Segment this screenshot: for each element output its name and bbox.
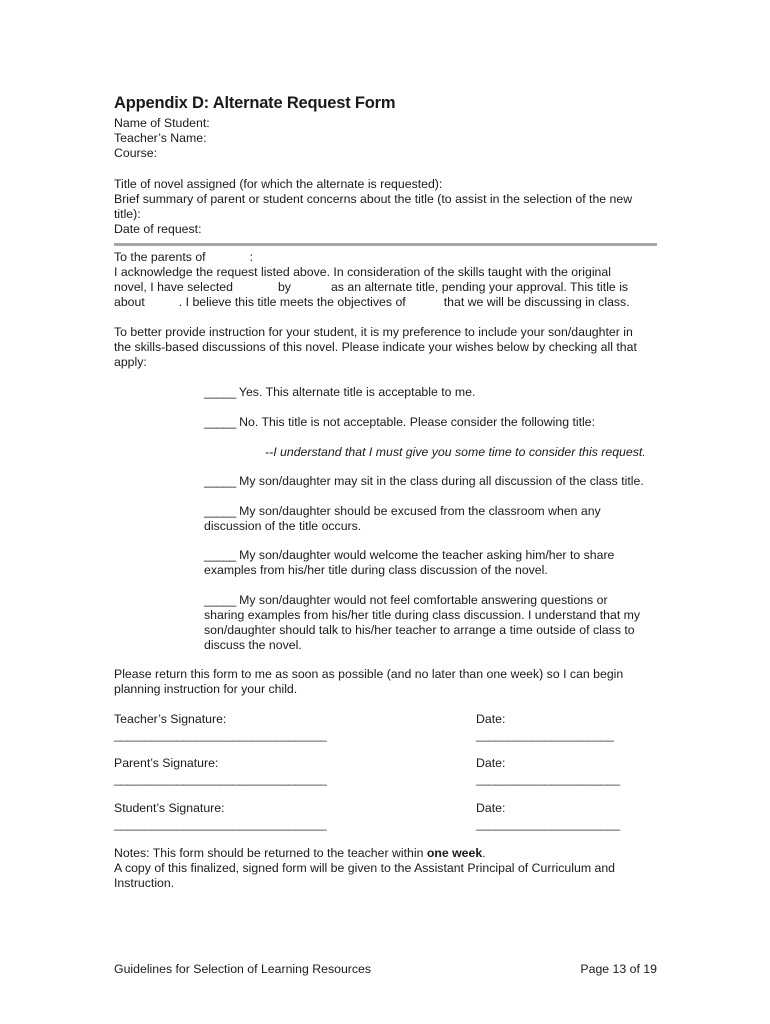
- option-no-text: No. This title is not acceptable. Please consider the following title:: [235, 415, 596, 429]
- prefer-line1: To better provide instruction for your student, it is my preference to include your son/daughter in: [114, 325, 633, 339]
- ack-line3: [114, 295, 662, 310]
- notes-section: [114, 846, 662, 891]
- option-welcome-text: My son/daughter would welcome the teacher asking him/her to share: [235, 548, 615, 562]
- option-not-comfortable[interactable]: [204, 593, 664, 653]
- option-excused[interactable]: [204, 504, 664, 534]
- teacher-date-label: Date:: [476, 712, 506, 726]
- summary-label-line2: title):: [114, 207, 141, 221]
- ack-line2-c: as an alternate title, pending your approval. This title is: [330, 280, 629, 294]
- notes-line1-a: Notes: This form should be returned to the teacher within: [114, 846, 427, 860]
- novel-assigned-label: Title of novel assigned (for which the alternate is requested):: [114, 177, 443, 191]
- request-section: [114, 177, 662, 237]
- option-sit-text: My son/daughter may sit in the class during all discussion of the class title.: [235, 474, 644, 488]
- ack-line2-a: novel, I have selected: [114, 280, 233, 294]
- parent-signature-line[interactable]: __________________________________: [114, 772, 327, 786]
- option-not-comfortable-line2: sharing examples from his/her title during class discussion. I understand that my: [204, 608, 641, 622]
- preference-paragraph: [114, 325, 662, 370]
- footer-document-title: Guidelines for Selection of Learning Resources: [114, 962, 372, 976]
- student-date-line[interactable]: _______________________: [476, 817, 620, 831]
- return-note-line2: planning instruction for your child.: [114, 682, 298, 696]
- option-no[interactable]: [204, 415, 664, 430]
- return-note: [114, 667, 662, 697]
- notes-one-week: one week: [426, 846, 483, 860]
- parent-signature-label: Parent’s Signature:: [114, 756, 219, 770]
- prefer-line2: the skills-based discussions of this novel. Please indicate your wishes below by checking all that: [114, 340, 637, 354]
- parents-colon: :: [249, 250, 254, 264]
- student-signature-line[interactable]: __________________________________: [114, 817, 327, 831]
- option-not-comfortable-line4: discuss the novel.: [204, 638, 302, 652]
- checkbox-blank[interactable]: _____: [204, 415, 236, 429]
- return-note-line1: Please return this form to me as soon as possible (and no later than one week) so I can begin: [114, 667, 624, 681]
- checkbox-blank[interactable]: _____: [204, 504, 236, 518]
- course-label: Course:: [114, 146, 158, 160]
- option-yes-text: Yes. This alternate title is acceptable to me.: [235, 385, 476, 399]
- option-welcome[interactable]: [204, 548, 664, 578]
- teacher-signature-label: Teacher’s Signature:: [114, 712, 227, 726]
- checkbox-blank[interactable]: _____: [204, 385, 236, 399]
- parents-prefix: To the parents of: [114, 250, 206, 264]
- student-name-label: Name of Student:: [114, 116, 210, 130]
- notes-line2: A copy of this finalized, signed form will be given to the Assistant Principal of Curriculum and: [114, 861, 616, 875]
- section-divider: [114, 243, 657, 246]
- ack-line3-a: about: [114, 295, 145, 309]
- checkbox-blank[interactable]: _____: [204, 593, 236, 607]
- prefer-line3: apply:: [114, 355, 147, 369]
- student-info-section: [114, 116, 662, 161]
- ack-line3-b: . I believe this title meets the objectives of: [178, 295, 406, 309]
- ack-line1: I acknowledge the request listed above. In consideration of the skills taught with the original: [114, 265, 611, 279]
- checkbox-blank[interactable]: _____: [204, 474, 236, 488]
- page-title: Appendix D: Alternate Request Form: [114, 94, 396, 112]
- teacher-date-line[interactable]: ______________________: [476, 728, 614, 742]
- option-welcome-text-line2: examples from his/her title during class discussion of the novel.: [204, 563, 548, 577]
- option-no-note: --I understand that I must give you some time to consider this request.: [265, 445, 646, 459]
- ack-line2: [114, 280, 662, 295]
- option-excused-text-line2: discussion of the title occurs.: [204, 519, 362, 533]
- option-excused-text: My son/daughter should be excused from the classroom when any: [235, 504, 601, 518]
- parents-line: [114, 250, 662, 265]
- parent-date-label: Date:: [476, 756, 506, 770]
- option-not-comfortable-text: My son/daughter would not feel comfortable answering questions or: [235, 593, 608, 607]
- summary-label-line1: Brief summary of parent or student concerns about the title (to assist in the selection of the new: [114, 192, 633, 206]
- option-yes[interactable]: [204, 385, 664, 400]
- checkbox-blank[interactable]: _____: [204, 548, 236, 562]
- teacher-response-section: [114, 250, 662, 310]
- ack-line2-b: by: [277, 280, 291, 294]
- notes-line1-c: .: [482, 846, 486, 860]
- option-sit[interactable]: [204, 474, 664, 489]
- student-signature-label: Student’s Signature:: [114, 801, 225, 815]
- ack-line3-c: that we will be discussing in class.: [443, 295, 630, 309]
- parent-date-line[interactable]: _______________________: [476, 772, 620, 786]
- option-not-comfortable-line3: son/daughter should talk to his/her teacher to arrange a time outside of class to: [204, 623, 635, 637]
- student-date-label: Date:: [476, 801, 506, 815]
- date-of-request-label: Date of request:: [114, 222, 202, 236]
- notes-line3: Instruction.: [114, 876, 175, 890]
- notes-line1: [114, 846, 662, 861]
- teacher-signature-line[interactable]: __________________________________: [114, 728, 327, 742]
- teacher-name-label: Teacher’s Name:: [114, 131, 207, 145]
- footer-page-number: Page 13 of 19: [580, 962, 657, 976]
